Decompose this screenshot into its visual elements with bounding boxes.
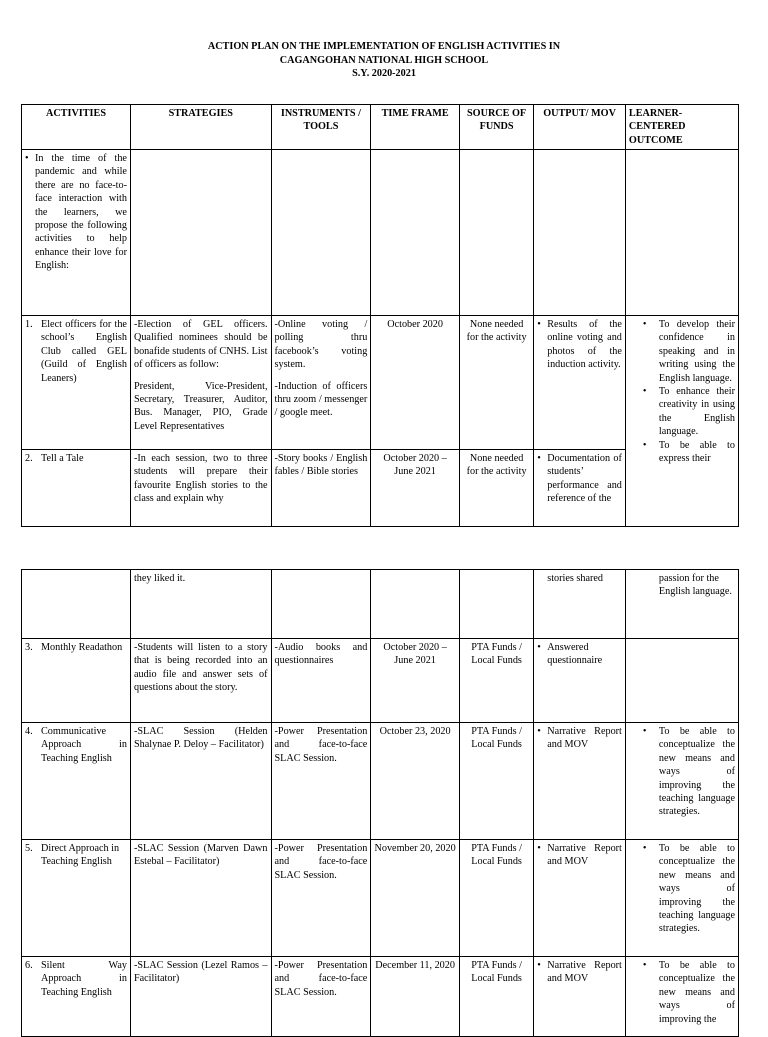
title-line-2: CAGANGOHAN NATIONAL HIGH SCHOOL bbox=[279, 54, 489, 66]
outcome-cell: passion for the English language. bbox=[625, 570, 738, 639]
header-outcome: LEARNER-CENTERED OUTCOME bbox=[625, 105, 738, 150]
time-frame-cell: October 2020 – June 2021 bbox=[371, 450, 460, 527]
strategy-cell: -Election of GEL officers. Qualified nominees should be bonafide students of CNHS. List of officers as follow: President, Vice-President, Secretary, Treasurer, Auditor, Bus. Manager, PIO, Grade Level Representatives bbox=[130, 316, 271, 450]
table-row bbox=[22, 316, 739, 450]
activity-cell: 5. Direct Approach in Teaching English bbox=[22, 840, 131, 957]
activity-cell: 3. Monthly Readathon bbox=[22, 639, 131, 723]
instrument-cell: -Power Presentation and face-to-face SLAC Session. bbox=[271, 723, 371, 840]
header-time-frame: TIME FRAME bbox=[371, 105, 460, 150]
output-cell: • Narrative Report and MOV bbox=[534, 957, 626, 1037]
header-activities: ACTIVITIES bbox=[22, 105, 131, 150]
bullet-icon: • bbox=[642, 843, 647, 854]
outcome-cell: • To be able to conceptualize the new means and ways of improving the bbox=[625, 957, 738, 1037]
outcome-cell: • To be able to conceptualize the new means and ways of improving the teaching language strategies. bbox=[625, 840, 738, 957]
instrument-cell: -Power Presentation and face-to-face SLAC Session. bbox=[271, 840, 371, 957]
bullet-icon: • bbox=[642, 439, 647, 451]
activity-text: Monthly Readathon bbox=[41, 642, 123, 653]
activity-cell: 2. Tell a Tale bbox=[22, 450, 131, 527]
source-cell: PTA Funds / Local Funds bbox=[459, 957, 533, 1037]
strategy-cell: -SLAC Session (Helden Shalynae P. Deloy – Facilitator) bbox=[130, 723, 271, 840]
time-frame-cell: December 11, 2020 bbox=[371, 957, 460, 1037]
intro-text: In the time of the pandemic and while there are no face-to-face interaction with the learners, we propose the following activities to help enhance their love for English: bbox=[35, 153, 127, 272]
bullet-icon: • bbox=[537, 726, 541, 737]
strategy-cell: -SLAC Session (Marven Dawn Estebal – Facilitator) bbox=[130, 840, 271, 957]
output-cell: • Results of the online voting and photos of the induction activity. bbox=[534, 316, 626, 450]
table-row bbox=[22, 639, 739, 723]
activity-cell: 4. Communicative Approach in Teaching English bbox=[22, 723, 131, 840]
time-frame-cell: October 2020 bbox=[371, 316, 460, 450]
bullet-icon: • bbox=[642, 319, 647, 330]
table-row bbox=[22, 840, 739, 957]
output-cell: • Narrative Report and MOV bbox=[534, 723, 626, 840]
source-cell: PTA Funds / Local Funds bbox=[459, 723, 533, 840]
title-line-3: S.Y. 2020-2021 bbox=[352, 68, 416, 80]
outcome-cell: • To develop their confidence in speaking and in writing using the English language. • To enhance their creativity in using the English language. • To be able to express their bbox=[625, 316, 738, 527]
source-cell: None needed for the activity bbox=[459, 450, 533, 527]
activity-text: Direct Approach in Teaching English bbox=[41, 843, 120, 868]
strategy-cell: they liked it. bbox=[130, 570, 271, 639]
output-cell: • Documentation of students’ performance and reference of the bbox=[534, 450, 626, 527]
bullet-icon: • bbox=[537, 642, 541, 653]
source-cell: None needed for the activity bbox=[459, 316, 533, 450]
source-cell: PTA Funds / Local Funds bbox=[459, 639, 533, 723]
activity-text: Elect officers for the school’s English Club called GEL (Guild of English Leaners) bbox=[41, 319, 127, 384]
outcome-cell: • To be able to conceptualize the new means and ways of improving the teaching language strategies. bbox=[625, 723, 738, 840]
output-cell: • Narrative Report and MOV bbox=[534, 840, 626, 957]
output-cell: stories shared bbox=[534, 570, 626, 639]
header-output: OUTPUT/ MOV bbox=[534, 105, 626, 150]
activity-text: Silent Way Approach in Teaching English bbox=[41, 960, 127, 998]
action-plan-table-page-2 bbox=[21, 569, 739, 1037]
bullet-icon: • bbox=[537, 960, 541, 971]
intro-row bbox=[22, 150, 739, 316]
table-row bbox=[22, 723, 739, 840]
activity-text: Tell a Tale bbox=[41, 453, 84, 464]
bullet-icon: • bbox=[642, 726, 647, 737]
header-strategies: STRATEGIES bbox=[130, 105, 271, 150]
strategy-cell: -SLAC Session (Lezel Ramos – Facilitator) bbox=[130, 957, 271, 1037]
intro-cell bbox=[22, 150, 131, 316]
time-frame-cell: October 23, 2020 bbox=[371, 723, 460, 840]
instrument-cell: -Online voting / polling thru facebook’s voting system. -Induction of officers thru zoom / messenger / google meet. bbox=[271, 316, 371, 450]
time-frame-cell: October 2020 – June 2021 bbox=[371, 639, 460, 723]
bullet-icon: • bbox=[537, 453, 541, 464]
bullet-icon: • bbox=[537, 319, 541, 330]
activity-text: Communicative Approach in Teaching English bbox=[41, 726, 127, 764]
activity-cell: 6. Silent Way Approach in Teaching English bbox=[22, 957, 131, 1037]
activity-cell: 1. Elect officers for the school’s English Club called GEL (Guild of English Leaners) bbox=[22, 316, 131, 450]
instrument-cell: -Audio books and questionnaires bbox=[271, 639, 371, 723]
instrument-cell: -Power Presentation and face-to-face SLAC Session. bbox=[271, 957, 371, 1037]
header-row bbox=[22, 105, 739, 150]
table-row bbox=[22, 957, 739, 1037]
action-plan-table-page-1 bbox=[21, 104, 739, 527]
bullet-icon: • bbox=[642, 386, 647, 398]
time-frame-cell: November 20, 2020 bbox=[371, 840, 460, 957]
strategy-cell: -In each session, two to three students will prepare their favourite English stories to the class and explain why bbox=[130, 450, 271, 527]
title-line-1: ACTION PLAN ON THE IMPLEMENTATION OF ENGLISH ACTIVITIES IN bbox=[207, 41, 561, 52]
output-cell: • Answered questionnaire bbox=[534, 639, 626, 723]
strategy-cell: -Students will listen to a story that is being recorded into an audio file and answer sets of questions about the story. bbox=[130, 639, 271, 723]
instrument-cell: -Story books / English fables / Bible stories bbox=[271, 450, 371, 527]
bullet-icon: • bbox=[537, 843, 541, 854]
source-cell: PTA Funds / Local Funds bbox=[459, 840, 533, 957]
bullet-icon: • bbox=[642, 960, 647, 971]
continuation-row bbox=[22, 570, 739, 639]
header-instruments: INSTRUMENTS / TOOLS bbox=[271, 105, 371, 150]
document-title bbox=[0, 40, 768, 81]
header-source-of-funds: SOURCE OF FUNDS bbox=[459, 105, 533, 150]
bullet-icon: • bbox=[25, 153, 29, 164]
